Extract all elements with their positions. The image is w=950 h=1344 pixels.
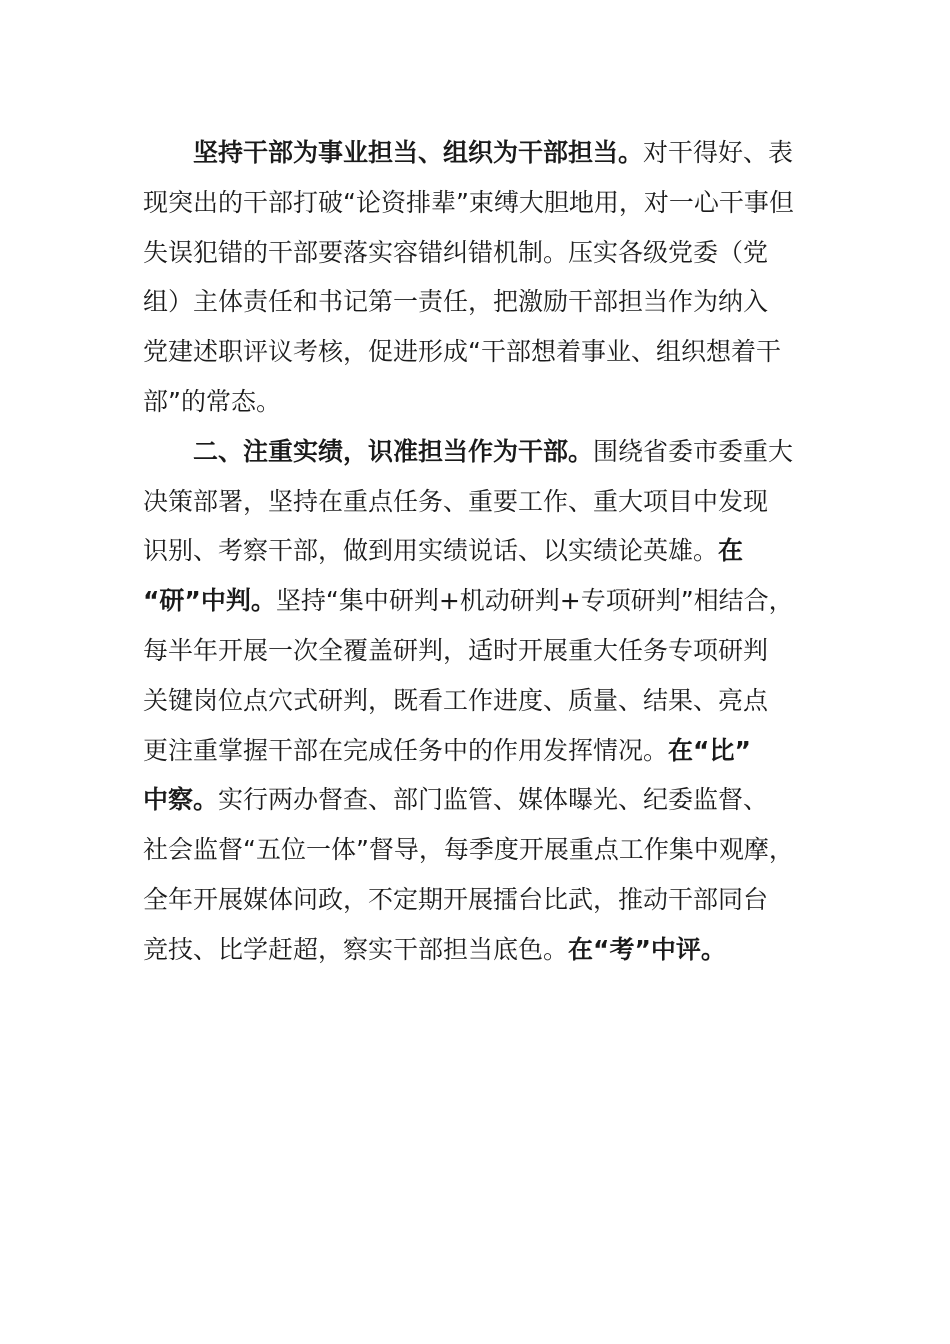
text-run: 党建述职评议考核，促进形成“干部想着事业、组织想着干 bbox=[143, 337, 781, 367]
text-line bbox=[143, 128, 813, 178]
text-line bbox=[143, 327, 813, 377]
text-run: 竞技、比学赶超，察实干部担当底色。 bbox=[143, 934, 569, 964]
text-run: 对干得好、表 bbox=[643, 138, 794, 167]
bold-text-run: 二、注重实绩，识准担当作为干部。 bbox=[193, 436, 594, 466]
text-line bbox=[143, 377, 813, 427]
text-run: 更注重掌握干部在完成任务中的作用发挥情况。 bbox=[143, 735, 669, 765]
text-run: 社会监督“五位一体”督导，每季度开展重点工作集中观摩， bbox=[143, 835, 794, 865]
bold-text-run: 在“比” bbox=[668, 735, 751, 765]
text-line bbox=[143, 277, 813, 327]
bold-text-run: “研”中判。 bbox=[143, 586, 276, 616]
text-line bbox=[143, 626, 813, 676]
text-line bbox=[143, 526, 813, 576]
text-line bbox=[143, 427, 813, 477]
text-line bbox=[143, 228, 813, 278]
text-line bbox=[143, 775, 813, 825]
bold-text-run: 在 bbox=[718, 536, 744, 566]
text-run: 决策部署，坚持在重点任务、重要工作、重大项目中发现 bbox=[143, 486, 769, 516]
text-run: 每半年开展一次全覆盖研判，适时开展重大任务专项研判 bbox=[143, 635, 769, 665]
text-line bbox=[143, 875, 813, 925]
text-line bbox=[143, 726, 813, 776]
text-run: 关键岗位点穴式研判，既看工作进度、质量、结果、亮点 bbox=[143, 685, 769, 715]
text-run bbox=[143, 437, 193, 466]
text-run: 识别、考察干部，做到用实绩说话、以实绩论英雄。 bbox=[143, 536, 719, 566]
text-run: 失误犯错的干部要落实容错纠错机制。压实各级党委（党 bbox=[143, 237, 769, 267]
bold-text-run: 在“考”中评。 bbox=[568, 934, 726, 964]
text-run: 围绕省委市委重大 bbox=[593, 436, 794, 466]
bold-text-run: 中察。 bbox=[143, 785, 219, 815]
document-body bbox=[143, 128, 813, 975]
text-run bbox=[143, 138, 193, 167]
text-line bbox=[143, 576, 813, 626]
text-line bbox=[143, 477, 813, 527]
text-run: 现突出的干部打破“论资排辈”束缚大胆地用，对一心干事但 bbox=[143, 187, 794, 217]
text-run: 部”的常态。 bbox=[143, 386, 281, 416]
bold-text-run: 坚持干部为事业担当、组织为干部担当。 bbox=[193, 138, 644, 167]
text-run: 坚持“集中研判+机动研判+专项研判”相结合， bbox=[275, 586, 794, 616]
text-line bbox=[143, 925, 813, 975]
text-line bbox=[143, 178, 813, 228]
text-run: 实行两办督查、部门监管、媒体曝光、纪委监督、 bbox=[218, 785, 769, 815]
text-line bbox=[143, 825, 813, 875]
text-line bbox=[143, 676, 813, 726]
text-run: 全年开展媒体问政，不定期开展擂台比武，推动干部同台 bbox=[143, 884, 769, 914]
text-run: 组）主体责任和书记第一责任，把激励干部担当作为纳入 bbox=[143, 287, 769, 317]
